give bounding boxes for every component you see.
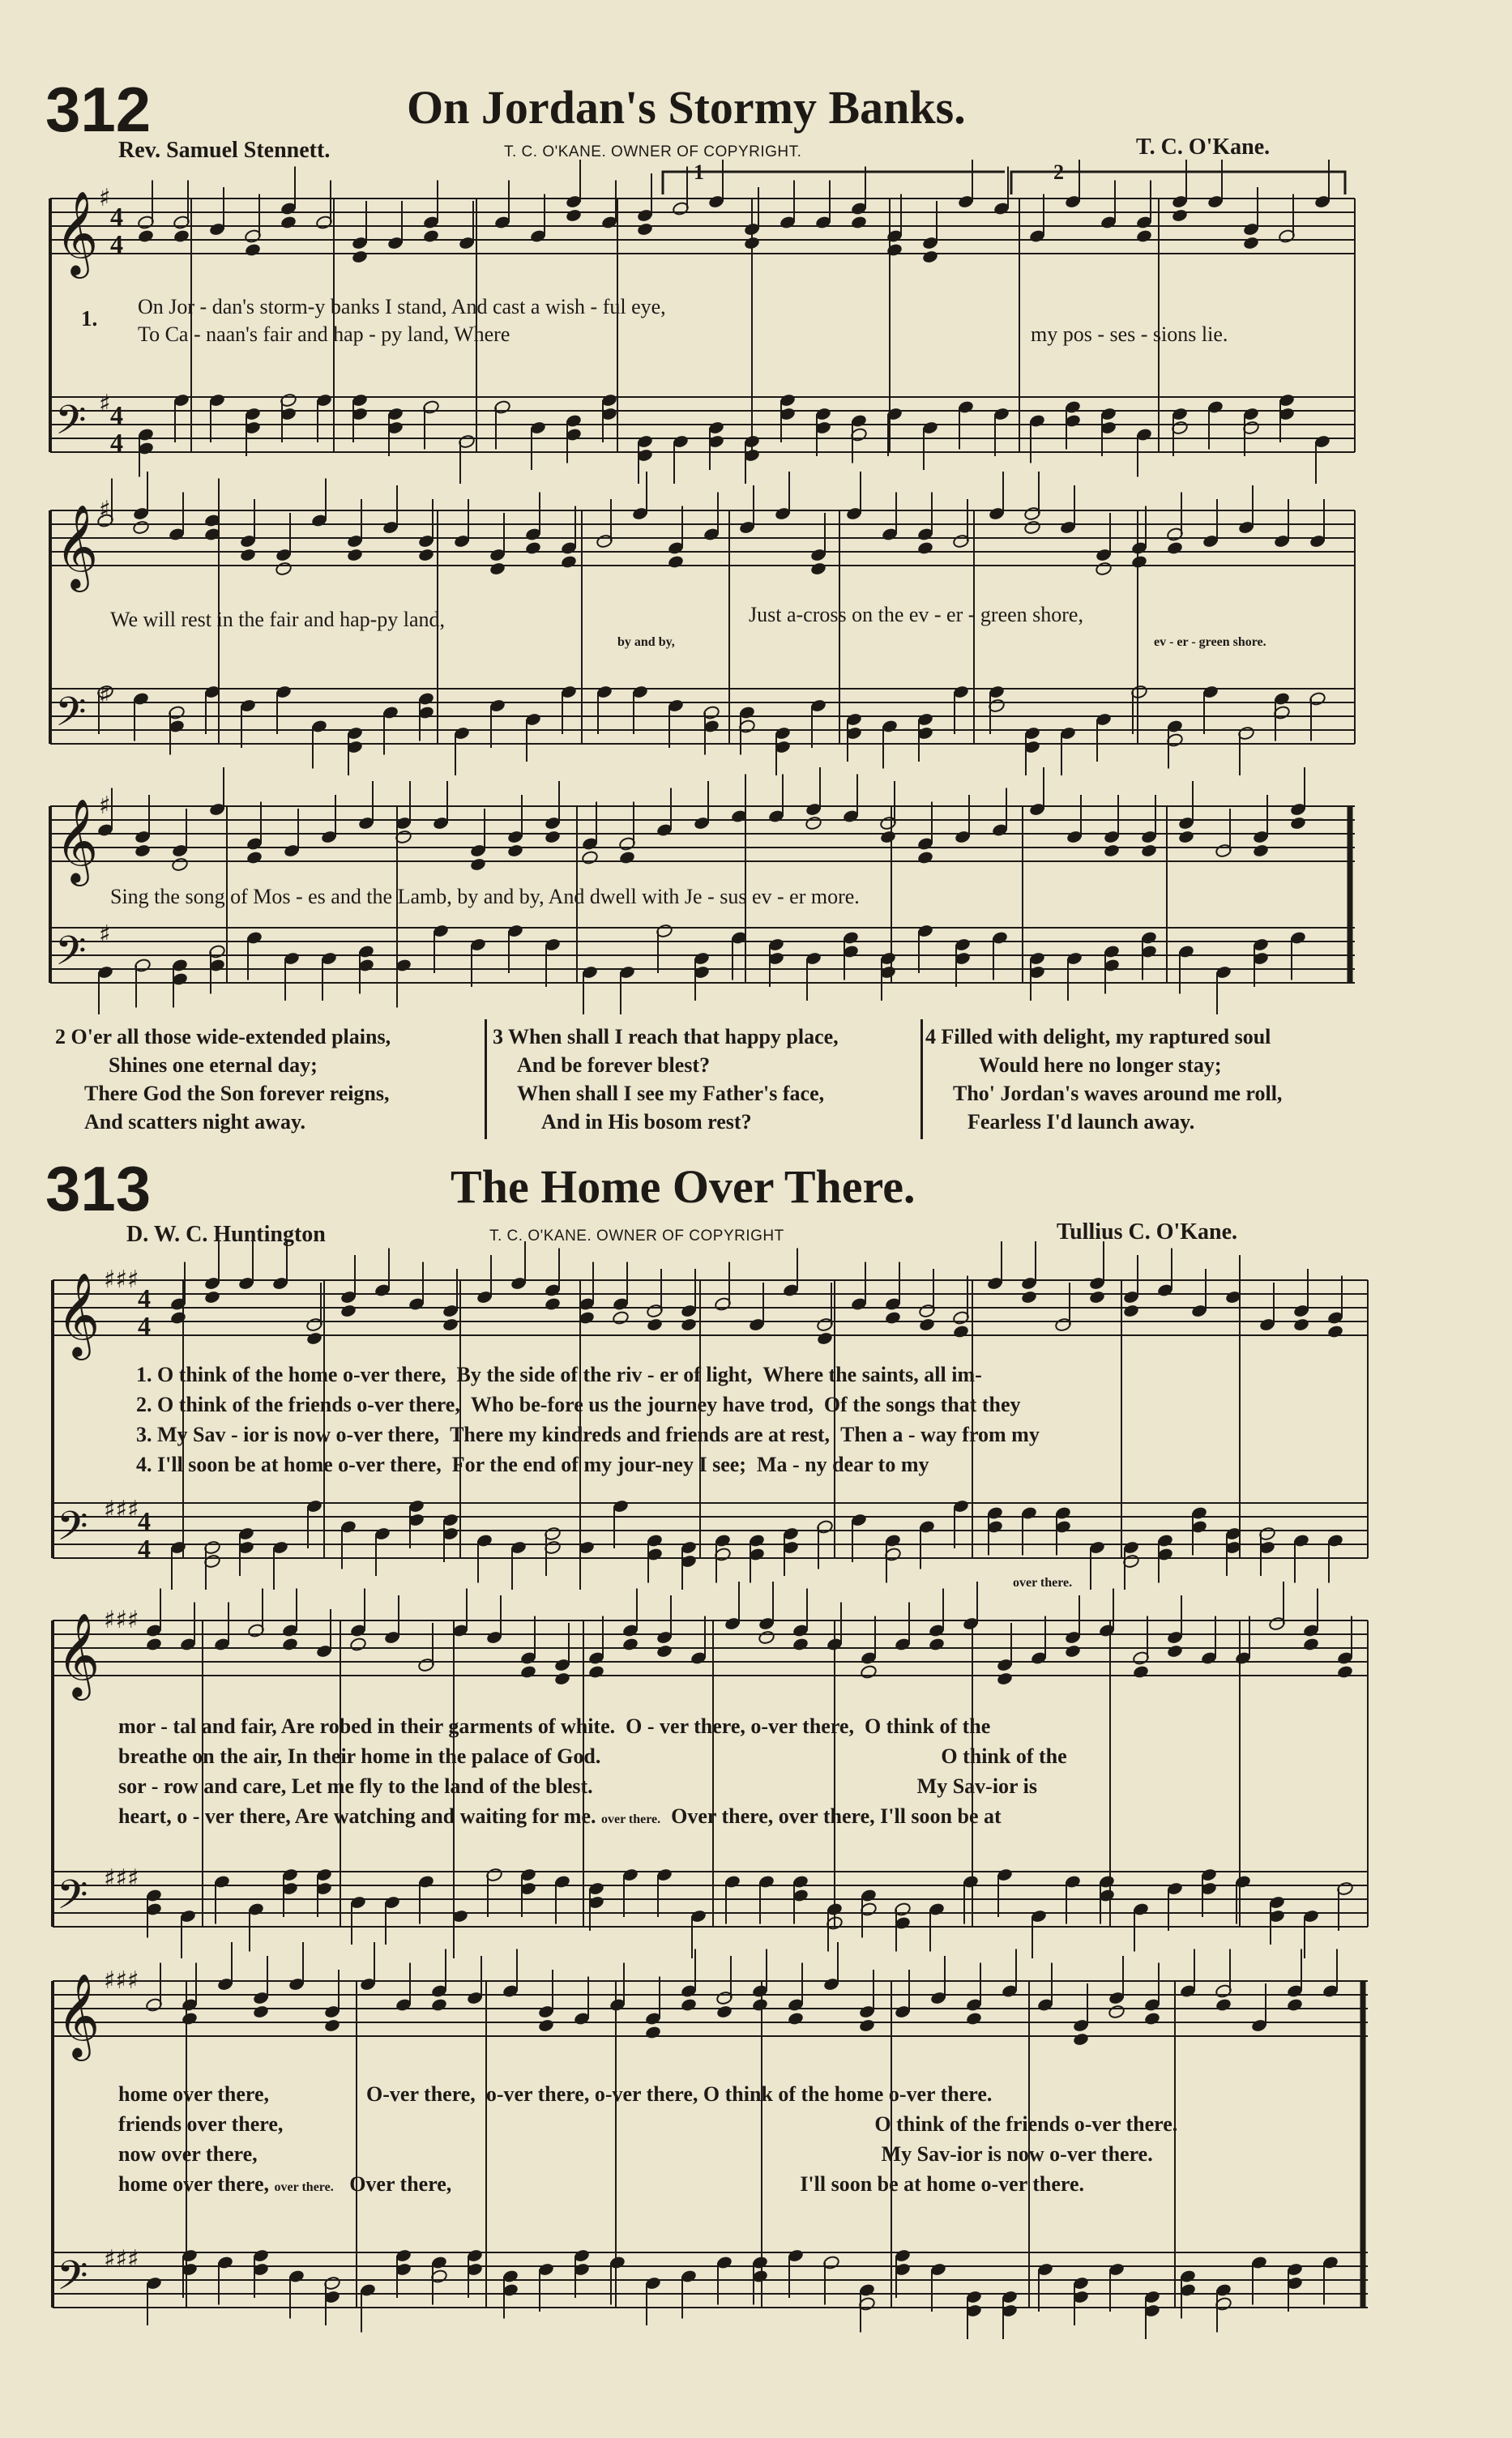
notehead (792, 1637, 809, 1651)
stanza-divider (485, 1019, 487, 1139)
notehead (1064, 1644, 1081, 1659)
svg-text:𝄢: 𝄢 (57, 1872, 88, 1928)
svg-text:𝄢: 𝄢 (55, 689, 87, 745)
lyric-312-line1c: my pos - ses - sions lie. (1031, 322, 1228, 346)
svg-text:𝄞: 𝄞 (57, 1612, 100, 1697)
lyric-312-bass-echo: by and by, (617, 635, 675, 649)
svg-text:4: 4 (138, 1534, 151, 1563)
notehead (667, 554, 684, 569)
notehead (134, 843, 151, 858)
notehead (506, 843, 523, 858)
notehead (280, 215, 297, 229)
notehead (743, 236, 760, 250)
lyric-312-line3: Sing the song of Mos - es and the Lamb, by and by, And dwell with Je - sus ev - er more. (110, 885, 860, 908)
svg-text:4: 4 (138, 1283, 151, 1313)
notehead (346, 548, 363, 562)
noteheads (96, 160, 1353, 2339)
notehead (1166, 1644, 1183, 1659)
notehead (1143, 2011, 1160, 2026)
stanza-3: 3 When shall I reach that happy place, And be forever blest? When shall I see my Father's face, And in His bosom rest? (493, 1025, 839, 1134)
notehead (145, 1637, 162, 1651)
verse-row: heart, o - ver there, Are watching and waiting for me. over there. Over there, over there, I'll soon be at (118, 1804, 1002, 1828)
notehead (758, 1630, 775, 1645)
lyric-312-line1b: To Ca - naan's fair and hap - py land, Where (138, 322, 510, 346)
svg-text:♯: ♯ (99, 792, 111, 820)
stanza-divider (920, 1019, 923, 1139)
svg-text:♯♯♯: ♯♯♯ (104, 1606, 139, 1634)
hymn-title-312: On Jordan's Stormy Banks. (407, 81, 966, 134)
notehead (1072, 2032, 1089, 2047)
notehead (417, 548, 434, 562)
verse-row: mor - tal and fair, Are robed in their garments of white. O - ver there, o-ver there, O think of the (118, 1714, 991, 1738)
notehead (884, 1310, 901, 1325)
notehead (1286, 1997, 1303, 2012)
svg-text:4: 4 (138, 1506, 151, 1535)
notehead (1095, 561, 1112, 576)
notehead (816, 1331, 833, 1346)
lyric-312-line1a: On Jor - dan's storm-y banks I stand, And cast a wish - ful eye, (138, 295, 666, 318)
notehead (656, 1644, 673, 1659)
notehead (886, 242, 903, 257)
notehead (323, 2018, 340, 2033)
svg-text:𝄞: 𝄞 (55, 504, 99, 589)
author-312: Rev. Samuel Stennett. (118, 138, 331, 163)
notehead (1122, 1304, 1139, 1318)
notehead (469, 857, 486, 872)
notehead (1108, 2005, 1125, 2019)
notehead (618, 850, 635, 865)
notehead (1171, 208, 1188, 223)
notehead (1166, 540, 1183, 555)
notehead (680, 1997, 697, 2012)
notehead (244, 242, 261, 257)
verse-row: 2. O think of the friends o-ver there, Who be-fore us the journey have trod, Of the songs that they (136, 1393, 1021, 1416)
verses-313-b (118, 1711, 1067, 1834)
svg-text:♯♯♯: ♯♯♯ (104, 1266, 139, 1294)
notehead (489, 561, 506, 576)
notehead (587, 1664, 604, 1679)
composer-312: T. C. O'Kane. (1136, 134, 1271, 160)
notehead (965, 2011, 982, 2026)
verse-row: 4. I'll soon be at home o-ver there, For the end of my jour-ney I see; Ma - ny dear to my (136, 1453, 929, 1476)
stanza-2: 2 O'er all those wide-extended plains, Shines one eternal day; There God the Son forever reigns, And scatters night away. (55, 1025, 391, 1134)
notehead (544, 830, 561, 844)
notehead (203, 1290, 220, 1304)
staff-313-3-bass (53, 2252, 1368, 2308)
notehead (1289, 816, 1306, 830)
verses-313-a (136, 1360, 1040, 1479)
verse-row: home over there, O-ver there, o-ver there, o-ver there, O think of the home o-ver there. (118, 2082, 993, 2106)
notehead (1132, 1664, 1149, 1679)
notehead (1302, 1637, 1319, 1651)
verse-row: 1. O think of the home o-ver there, By the side of the riv - er of light, Where the saints, all im- (136, 1363, 982, 1386)
ending-2-label: 2 (1053, 160, 1064, 184)
notehead (1103, 843, 1120, 858)
svg-text:♯♯♯: ♯♯♯ (104, 1496, 139, 1524)
svg-text:𝄢: 𝄢 (55, 928, 87, 984)
verse-row: sor - row and care, Let me fly to the land of the blest. My Sav-ior is (118, 1774, 1037, 1798)
notehead (787, 2011, 804, 2026)
verse-row: home over there, over there. Over there, I'll soon be at home o-ver there. (118, 2172, 1085, 2196)
notehead (646, 1317, 663, 1332)
notehead (132, 520, 149, 535)
notehead (181, 2011, 198, 2026)
lyric-312-line2: We will rest in the fair and hap-py land, (110, 608, 446, 631)
hymn-number-312: 312 (45, 74, 152, 145)
notehead (644, 2025, 661, 2039)
svg-text:𝄢: 𝄢 (57, 1503, 88, 1560)
notehead (252, 2005, 269, 2019)
svg-text:4: 4 (110, 202, 123, 231)
notehead (879, 830, 896, 844)
notehead (1336, 1664, 1353, 1679)
lyric-312-line2b: Just a-cross on the ev - er - green shore, (749, 603, 1083, 626)
notehead (275, 561, 292, 576)
notehead (560, 554, 577, 569)
notehead (281, 1637, 298, 1651)
notehead (621, 1637, 639, 1651)
time-signatures (110, 202, 151, 1563)
notehead (1242, 236, 1259, 250)
staff-313-3-treble (53, 1981, 1368, 2036)
svg-text:♯: ♯ (99, 496, 111, 524)
notehead (1020, 1290, 1037, 1304)
svg-text:♯♯♯: ♯♯♯ (104, 2245, 139, 2274)
svg-text:𝄞: 𝄞 (57, 1272, 100, 1357)
notehead (1292, 1317, 1309, 1332)
notehead (137, 228, 154, 243)
notehead (239, 548, 256, 562)
notehead (581, 850, 598, 865)
staff-312-2-bass (50, 689, 1355, 744)
copyright-313: T. C. O'KANE. OWNER OF COPYRIGHT (489, 1228, 784, 1245)
notehead (805, 816, 822, 830)
notehead (173, 228, 190, 243)
hymn-number-313: 313 (45, 1153, 152, 1224)
notehead (519, 1664, 536, 1679)
notehead (636, 222, 653, 237)
verse-row: now over there, My Sav-ior is now o-ver there. (118, 2142, 1153, 2166)
notehead (751, 1997, 768, 2012)
svg-text:♯: ♯ (99, 681, 111, 710)
notehead (1088, 1290, 1105, 1304)
notehead (351, 250, 368, 264)
svg-text:𝄞: 𝄞 (55, 798, 99, 883)
notehead (1140, 843, 1157, 858)
notehead (809, 561, 826, 576)
bass-echo-313: over there. (1013, 1576, 1073, 1590)
volta-brackets (663, 172, 1345, 194)
notehead (305, 1331, 322, 1346)
hymn-title-313: The Home Over There. (451, 1160, 916, 1213)
notehead (921, 250, 938, 264)
notehead (916, 540, 933, 555)
composer-313: Tullius C. O'Kane. (1057, 1219, 1238, 1245)
clefs (55, 190, 100, 2309)
notehead (1135, 228, 1152, 243)
svg-text:♯♯♯: ♯♯♯ (104, 1864, 139, 1893)
notehead (996, 1672, 1013, 1686)
verses-313-c (118, 2079, 1177, 2202)
stanza-4: 4 Filled with delight, my raptured soul Would here no longer stay; Tho' Jordan's waves around me roll, Fearless I'd launch away. (925, 1025, 1283, 1134)
notehead (524, 540, 541, 555)
copyright-312: T. C. O'KANE. OWNER OF COPYRIGHT. (504, 143, 802, 160)
notehead (422, 228, 439, 243)
verse-row: friends over there, O think of the friends o-ver there. (118, 2112, 1178, 2136)
notehead (544, 1296, 561, 1311)
svg-text:4: 4 (138, 1311, 151, 1340)
notehead (1252, 843, 1269, 858)
notehead (680, 1317, 697, 1332)
ending-1-label: 1 (694, 160, 704, 184)
notehead (442, 1317, 459, 1332)
notehead (858, 2018, 875, 2033)
notehead (565, 208, 582, 223)
notehead (715, 2005, 733, 2019)
notehead (916, 850, 933, 865)
notehead (860, 1664, 877, 1679)
notehead (1326, 1324, 1343, 1339)
author-313: D. W. C. Huntington (126, 1222, 326, 1247)
svg-text:♯: ♯ (99, 184, 111, 212)
notehead (340, 1304, 357, 1318)
notehead (430, 1997, 447, 2012)
notehead (169, 1310, 186, 1325)
notehead (928, 1637, 945, 1651)
verse-row: 3. My Sav - ior is now o-ver there, There my kindreds and friends are at rest, Then a - way from my (136, 1423, 1040, 1446)
svg-text:4: 4 (110, 400, 123, 429)
svg-text:𝄞: 𝄞 (55, 190, 99, 275)
system-brackets (50, 199, 1363, 2308)
verse-number: 1. (81, 306, 98, 331)
notehead (246, 850, 263, 865)
svg-text:♯: ♯ (99, 390, 111, 418)
notehead (1023, 520, 1040, 535)
svg-text:4: 4 (110, 428, 123, 457)
notehead (850, 215, 867, 229)
verse-row: breathe on the air, In their home in the palace of God. O think of the (118, 1744, 1067, 1768)
notehead (537, 2018, 554, 2033)
notehead (918, 1317, 935, 1332)
notehead (1177, 830, 1194, 844)
svg-text:𝄞: 𝄞 (57, 1973, 100, 2058)
svg-text:𝄢: 𝄢 (57, 2252, 88, 2309)
svg-text:♯: ♯ (99, 920, 111, 949)
notehead (1130, 554, 1147, 569)
notehead (1215, 1997, 1232, 2012)
notehead (612, 1310, 629, 1325)
staff-312-3-treble (50, 806, 1355, 861)
svg-text:𝄢: 𝄢 (55, 397, 87, 454)
notehead (171, 857, 188, 872)
lyric-312-bass-echo-2: ev - er - green shore. (1154, 635, 1266, 649)
svg-text:4: 4 (110, 229, 123, 258)
notehead (952, 1324, 969, 1339)
svg-text:♯♯♯: ♯♯♯ (104, 1966, 139, 1995)
notehead (349, 1637, 366, 1651)
notehead (553, 1672, 570, 1686)
